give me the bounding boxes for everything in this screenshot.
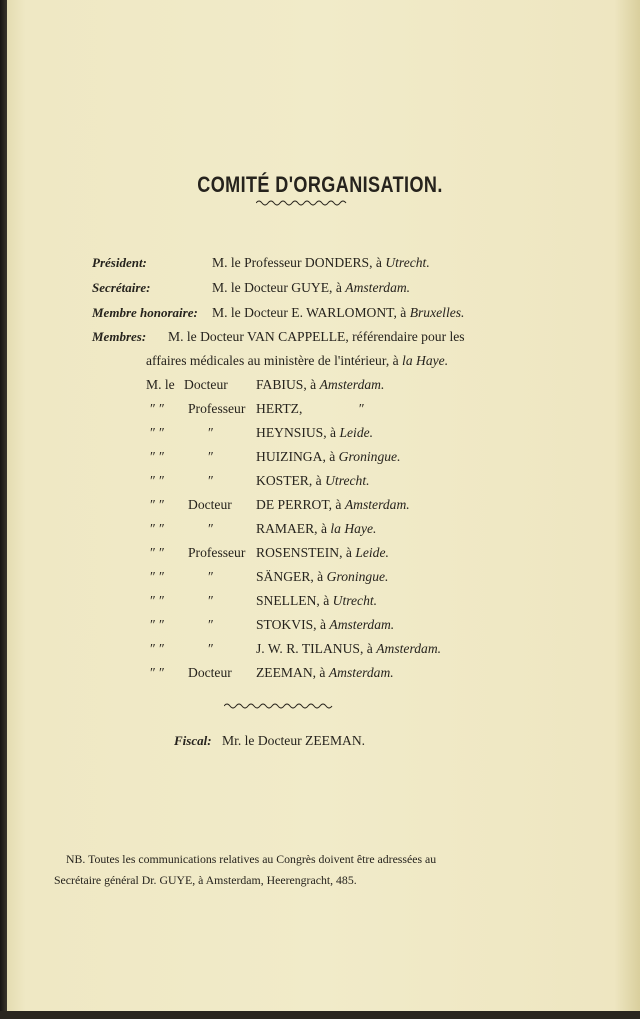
member-city: ″ (358, 401, 364, 416)
member-title: ″ (208, 425, 214, 440)
member-title: ″ (208, 449, 214, 464)
member-name: HERTZ, (256, 401, 303, 416)
member-prefix: ″ ″ (150, 545, 165, 560)
wavy-rule-bottom (224, 702, 336, 710)
honorary-label: Membre honoraire: (92, 305, 198, 320)
honorary-text: M. le Docteur E. WARLOMONT, à (212, 305, 410, 320)
member-prefix: ″ ″ (150, 617, 165, 632)
member-name: HUIZINGA, à (256, 449, 339, 464)
member-city: Groningue. (326, 569, 389, 584)
member-name: RAMAER, à (256, 521, 331, 536)
footer-note-line-1: NB. Toutes les communications relatives au Congrès doivent être adressées au (66, 852, 437, 866)
member-prefix: ″ ″ (150, 449, 165, 464)
member-title: ″ (208, 569, 214, 584)
page-bottom-edge (0, 1011, 640, 1019)
member-name: ZEEMAN, à (256, 665, 329, 680)
member-prefix: ″ ″ (150, 425, 165, 440)
footer-note-line-2: Secrétaire général Dr. GUYE, à Amsterdam, Heerengracht, 485. (54, 873, 357, 887)
secretary-text: M. le Docteur GUYE, à (212, 280, 346, 295)
secretary-label: Secrétaire: (92, 280, 151, 295)
member-city: Amsterdam. (344, 497, 410, 512)
member-title: ″ (208, 593, 214, 608)
member-name: J. W. R. TILANUS, à (256, 641, 377, 656)
member-title: Professeur (188, 545, 246, 560)
president-city: Utrecht. (385, 255, 430, 270)
member-title: ″ (208, 473, 214, 488)
member-title: ″ (208, 641, 214, 656)
member-city: Utrecht. (325, 473, 370, 488)
member-name: KOSTER, à (256, 473, 326, 488)
member-city: Amsterdam. (328, 665, 394, 680)
member-title: Docteur (188, 497, 232, 512)
fiscal-text: Mr. le Docteur ZEEMAN. (222, 733, 366, 748)
member-city: Leide. (355, 545, 389, 560)
members-label: Membres: (92, 329, 147, 344)
member-prefix: ″ ″ (150, 641, 165, 656)
member-prefix: ″ ″ (150, 521, 165, 536)
secretary-city: Amsterdam. (345, 280, 411, 295)
member-city: Utrecht. (332, 593, 378, 608)
member-name: HEYNSIUS, à (256, 425, 340, 440)
wavy-rule-top (256, 199, 350, 207)
member-title: ″ (208, 617, 214, 632)
member-name: FABIUS, à (256, 377, 320, 392)
member-prefix: ″ ″ (150, 593, 165, 608)
members-line-1: M. le Docteur VAN CAPPELLE, référendaire pour les (168, 329, 465, 344)
member-prefix: ″ ″ (150, 473, 165, 488)
member-city: Leide. (339, 425, 374, 440)
member-prefix: ″ ″ (150, 497, 165, 512)
fiscal-label: Fiscal: (174, 733, 212, 748)
member-prefix: M. le (146, 377, 175, 392)
member-prefix: ″ ″ (150, 401, 165, 416)
member-name: ROSENSTEIN, à (256, 545, 356, 560)
member-city: Amsterdam. (319, 377, 385, 392)
member-prefix: ″ ″ (150, 569, 165, 584)
book-binding (0, 0, 7, 1019)
member-city: la Haye. (330, 521, 377, 536)
member-name: SÄNGER, à (256, 569, 327, 584)
member-name: DE PERROT, à (256, 497, 345, 512)
page-title: COMITÉ D'ORGANISATION. (197, 172, 443, 197)
member-city: Amsterdam. (329, 617, 395, 632)
member-city: Groningue. (338, 449, 401, 464)
members-line-2-text: affaires médicales au ministère de l'intérieur, à (146, 353, 403, 368)
member-name: STOKVIS, à (256, 617, 330, 632)
president-label: Président: (92, 255, 147, 270)
member-prefix: ″ ″ (150, 665, 165, 680)
member-city: Amsterdam. (376, 641, 442, 656)
member-name: SNELLEN, à (256, 593, 333, 608)
honorary-city: Bruxelles. (409, 305, 465, 320)
member-title: ″ (208, 521, 214, 536)
members-line-2-city: la Haye. (402, 353, 449, 368)
member-title: Docteur (184, 377, 228, 392)
member-title: Professeur (188, 401, 246, 416)
president-text: M. le Professeur DONDERS, à (212, 255, 386, 270)
member-title: Docteur (188, 665, 232, 680)
